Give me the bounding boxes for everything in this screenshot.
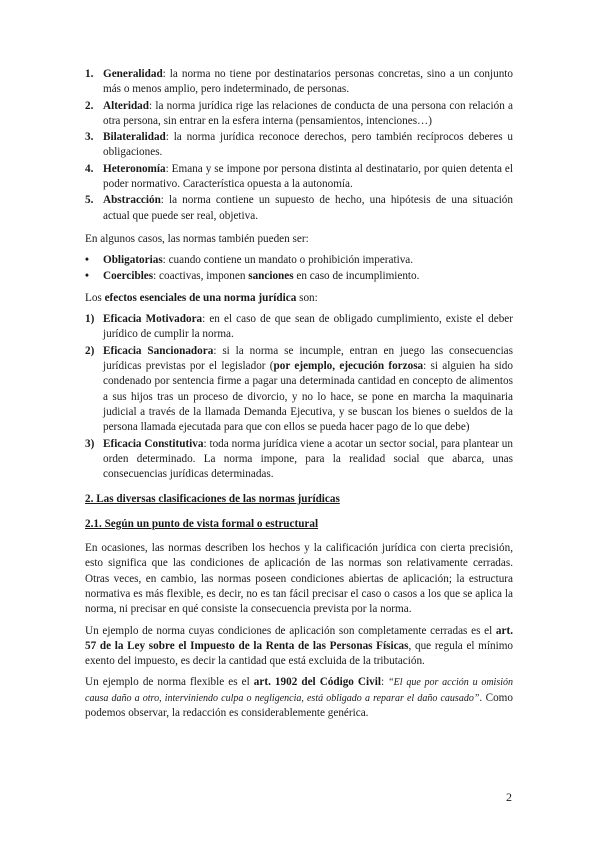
example-bold: por ejemplo, ejecución forzosa: [273, 360, 424, 373]
list-item: [85, 99, 513, 130]
text-span: Un ejemplo de norma flexible es el: [85, 676, 254, 689]
list-marker: 3.: [85, 131, 94, 144]
term-heteronomia: Heteronomía: [103, 162, 166, 175]
list-item-text: : toda norma jurídica viene a acotar un sector social, para plantear un orden determinado. La norma impone, para la realidad social que abarca, unas consecuencias jurídicas determinadas.: [103, 437, 513, 481]
term-bilateralidad: Bilateralidad: [103, 131, 166, 144]
law-reference: art. 57 de la Ley sobre el Impuesto de la Renta de las Personas Físicas: [85, 624, 513, 652]
document-body: [85, 67, 513, 727]
paragraph-structure: En ocasiones, las normas describen los hechos y la calificación jurídica con cierta precisión, esto significa que las condiciones de aplicación de las normas son relativamente cerradas. Otras veces, en cambio, las normas poseen condiciones abiertas de aplicación; la estructura normativa es más flexible, es decir, no es tan fácil precisar el caso o casos a los que se aplica la norma, ni precisar en qué consiste la consecuencia prevista por la norma.: [85, 542, 513, 616]
list-item-text: : la norma jurídica rige las relaciones de conducta de una persona con relación a otra persona, sin entrar en la esfera interna (pensamientos, intenciones…): [103, 99, 513, 127]
list-item-text: : en el caso de que sean de obligado cumplimiento, existe el deber jurídico de cumplir la norma.: [103, 313, 513, 341]
intro-paragraph: En algunos casos, las normas también pueden ser:: [85, 232, 309, 245]
subsection-heading: 2.1. Según un punto de vista formal o estructural: [85, 517, 319, 530]
text-span: son:: [296, 291, 318, 304]
list-item: [85, 269, 513, 284]
paragraph-closed-example: [85, 624, 513, 670]
term-abstraccion: Abstracción: [103, 194, 161, 207]
list-item: [85, 130, 513, 161]
list-item: [85, 344, 513, 436]
section-heading: 2. Las diversas clasificaciones de las normas jurídicas: [85, 493, 340, 506]
list-item: [85, 253, 513, 268]
list-item: [85, 193, 513, 224]
code-reference: art. 1902 del Código Civil: [253, 676, 381, 689]
text-span: . Como podemos observar, la redacción es considerablemente genérica.: [85, 691, 513, 719]
characteristics-list: [85, 67, 513, 224]
list-marker: 2.: [85, 99, 94, 112]
effects-intro: [85, 291, 513, 306]
bullet-marker: •: [85, 269, 89, 282]
text-span: , que regula el mínimo exento del impuesto, es decir la cantidad que está excluida de la tributación.: [85, 639, 513, 668]
list-item-text: : Emana y se impone por persona distinta al destinatario, por quien detenta el poder normativo. Característica opuesta a la autonomía.: [103, 162, 513, 191]
list-marker: 1.: [85, 68, 94, 80]
list-item: [85, 312, 513, 343]
list-item-text: : si la norma se incumple, entran en juego las consecuencias jurídicas previstas por el legislador (: [103, 344, 513, 373]
term-obligatorias: Obligatorias: [103, 254, 163, 267]
term-eficacia-motivadora: Eficacia Motivadora: [103, 313, 203, 326]
list-item-text: : la norma no tiene por destinatarios personas concretas, sino a un conjunto más o menos amplio, pero indeterminado, de personas.: [103, 68, 513, 96]
paragraph-flexible-example: [85, 675, 513, 721]
term-sanciones: sanciones: [248, 269, 294, 282]
term-generalidad: Generalidad: [103, 68, 163, 80]
list-marker: 1): [85, 313, 95, 326]
list-item-text: en caso de incumplimiento.: [293, 269, 420, 282]
list-item-text: : coactivas, imponen: [153, 269, 249, 282]
page-number: 2: [506, 790, 512, 804]
effects-term: efectos esenciales de una norma jurídica: [104, 291, 297, 304]
list-item-text: : cuando contiene un mandato o prohibición imperativa.: [162, 254, 414, 267]
text-span: :: [380, 676, 389, 689]
term-eficacia-sancionadora: Eficacia Sancionadora: [103, 344, 214, 357]
list-item-text: : la norma contiene un supuesto de hecho, una hipótesis de una situación actual que puede ser real, objetiva.: [103, 194, 513, 222]
term-coercibles: Coercibles: [103, 269, 154, 282]
effects-list: [85, 312, 513, 482]
bullet-list: [85, 253, 513, 284]
list-marker: 2): [85, 344, 95, 357]
list-item-text: : si alguien ha sido condenado por sentencia firme a pagar una determinada cantidad en concepto de alimentos a sus hijos tras un proceso de divorcio, y no lo hace, se pone en marcha la maquinaria judicial a través de la llamada Demanda Ejecutiva, y se buscan los bienes o sueldos de la persona llamada ejecutada para que con ellos se pueda hacer pago de lo que debe): [103, 360, 513, 434]
article-quote: “El que por acción u omisión causa daño a otro, interviniendo culpa o negligencia, está obligado a reparar el daño causado”: [85, 677, 513, 704]
list-item-text: : la norma jurídica reconoce derechos, pero también recíprocos deberes u obligaciones.: [103, 131, 513, 159]
list-marker: 5.: [85, 194, 94, 207]
list-marker: 4.: [85, 162, 94, 175]
term-alteridad: Alteridad: [103, 99, 149, 112]
bullet-marker: •: [85, 254, 89, 267]
list-marker: 3): [85, 437, 95, 450]
term-eficacia-constitutiva: Eficacia Constitutiva: [103, 437, 204, 450]
list-item: [85, 67, 513, 98]
list-item: [85, 437, 513, 483]
list-item: [85, 162, 513, 193]
text-span: Los: [85, 291, 105, 304]
text-span: Un ejemplo de norma cuyas condiciones de aplicación son completamente cerradas es el: [85, 624, 496, 637]
